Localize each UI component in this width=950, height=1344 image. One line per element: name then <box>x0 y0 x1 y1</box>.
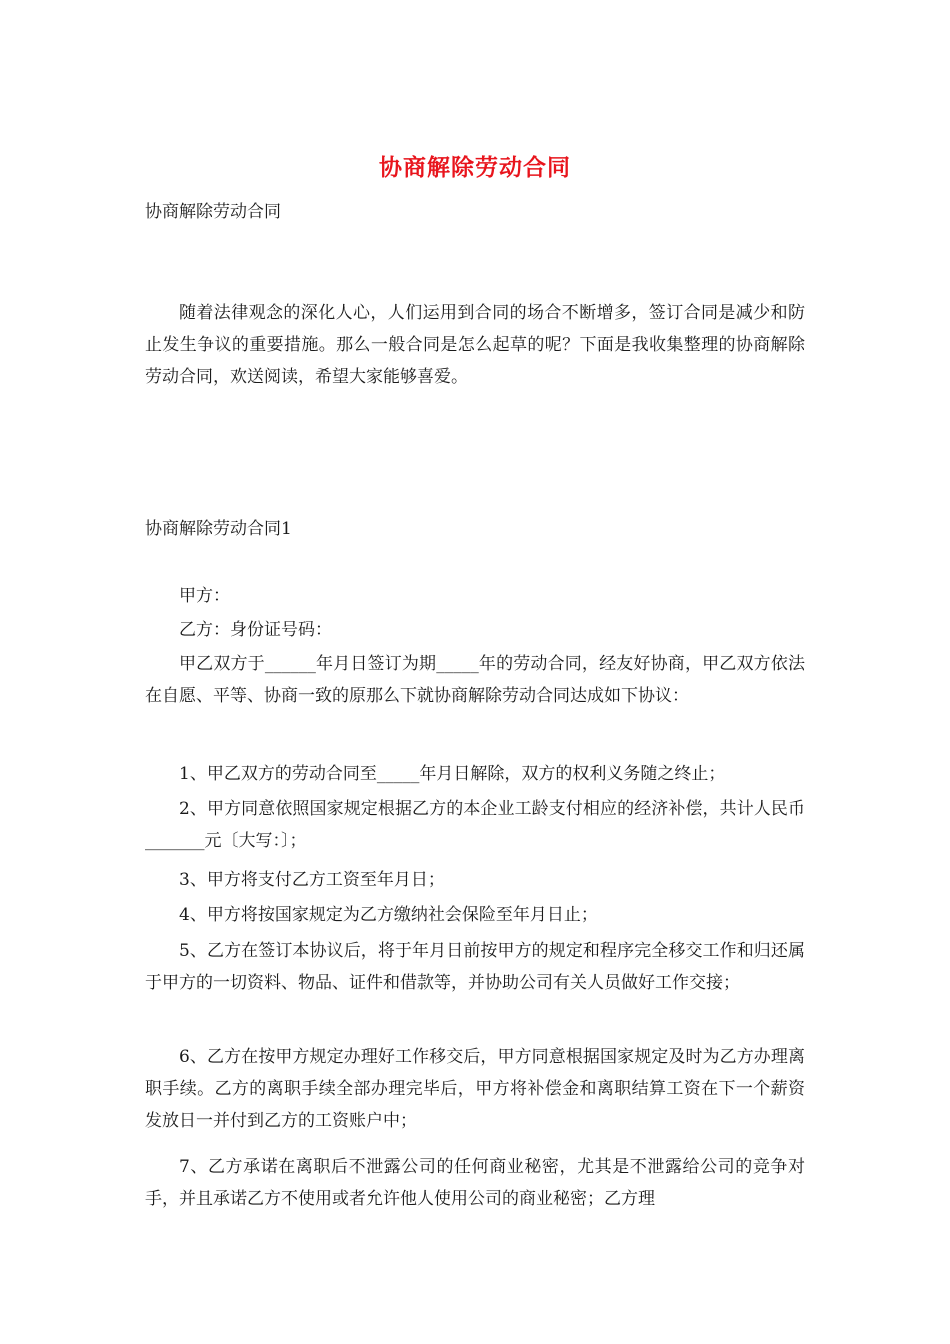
clause-3: 3、甲方将支付乙方工资至年月日； <box>179 870 445 890</box>
clause-4: 4、甲方将按国家规定为乙方缴纳社会保险至年月日止； <box>179 905 598 925</box>
clause-6: 6、乙方在按甲方规定办理好工作移交后，甲方同意根据国家规定及时为乙方办理离职手续。乙方的离职手续全部办理完毕后，甲方将补偿金和离职结算工资在下一个薪资发放日一并付到乙方的工资账户中； <box>145 1047 805 1131</box>
party-b-line: 乙方：身份证号码： <box>179 620 332 640</box>
section-heading: 协商解除劳动合同1 <box>145 519 292 539</box>
clause-2: 2、甲方同意依照国家规定根据乙方的本企业工龄支付相应的经济补偿，共计人民币_______元〔大写：〕； <box>145 799 805 851</box>
party-a-line: 甲方： <box>179 586 230 606</box>
document-subtitle: 协商解除劳动合同 <box>145 202 281 222</box>
document-title: 协商解除劳动合同 <box>379 154 571 181</box>
clause-1: 1、甲乙双方的劳动合同至_____年月日解除，双方的权利义务随之终止； <box>179 764 726 784</box>
clause-7: 7、乙方承诺在离职后不泄露公司的任何商业秘密，尤其是不泄露给公司的竞争对手，并且承诺乙方不使用或者允许他人使用公司的商业秘密；乙方理 <box>145 1157 805 1209</box>
agreement-paragraph: 甲乙双方于______年月日签订为期_____年的劳动合同，经友好协商，甲乙双方依法在自愿、平等、协商一致的原那么下就协商解除劳动合同达成如下协议： <box>145 654 805 706</box>
clause-5: 5、乙方在签订本协议后，将于年月日前按甲方的规定和程序完全移交工作和归还属于甲方的一切资料、物品、证件和借款等，并协助公司有关人员做好工作交接； <box>145 941 805 993</box>
intro-paragraph: 随着法律观念的深化人心，人们运用到合同的场合不断增多，签订合同是减少和防止发生争议的重要措施。那么一般合同是怎么起草的呢？下面是我收集整理的协商解除劳动合同，欢送阅读，希望大家能够喜爱。 <box>145 303 805 387</box>
